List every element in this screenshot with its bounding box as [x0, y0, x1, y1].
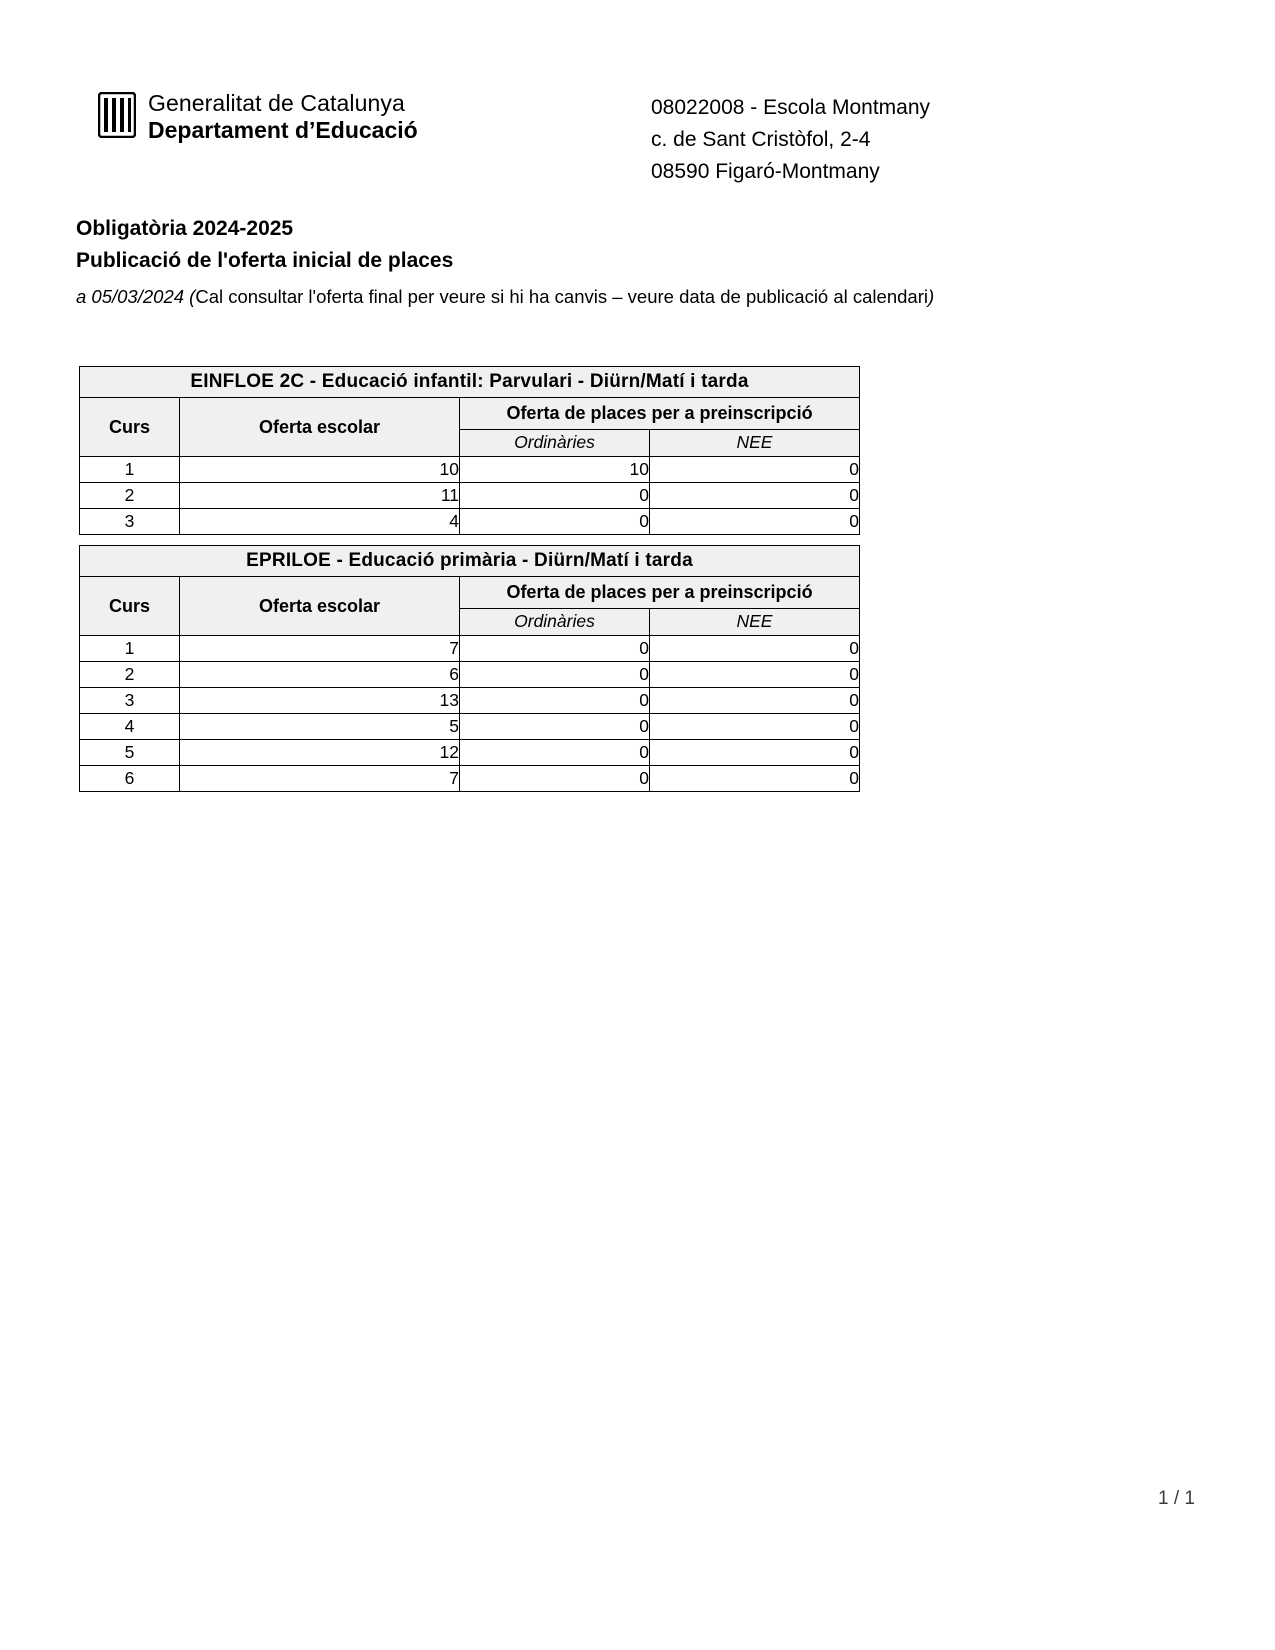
cell-oferta: 10: [180, 457, 460, 483]
cell-nee: 0: [650, 714, 860, 740]
table-row: [80, 766, 860, 792]
school-address-block: [651, 92, 930, 188]
cell-curs: 3: [80, 509, 180, 535]
school-name: 08022008 - Escola Montmany: [651, 96, 930, 119]
cell-oferta: 6: [180, 662, 460, 688]
col-header-preinscripcio: Oferta de places per a preinscripció: [460, 398, 860, 430]
logo-line-departament: Departament d’Educació: [148, 117, 418, 144]
document-header: [0, 90, 1275, 183]
table-row: [80, 688, 860, 714]
table-row: [80, 740, 860, 766]
table-eprilloe: [79, 545, 860, 792]
table-caption-row: [80, 546, 860, 577]
col-header-curs: Curs: [80, 398, 180, 457]
cell-ordinaries: 0: [460, 662, 650, 688]
col-header-preinscripcio: Oferta de places per a preinscripció: [460, 577, 860, 609]
table-einfloe: [79, 366, 860, 535]
table-row: [80, 457, 860, 483]
cell-nee: 0: [650, 509, 860, 535]
publication-note-end: ): [927, 286, 935, 307]
table-caption: EPRILOE - Educació primària - Diürn/Matí i tarda: [80, 546, 860, 577]
page-subtitle-bold: Publicació de l'oferta inicial de places: [76, 248, 454, 272]
school-street: c. de Sant Cristòfol, 2-4: [651, 127, 871, 151]
cell-ordinaries: 0: [460, 688, 650, 714]
cell-curs: 5: [80, 740, 180, 766]
school-city: 08590 Figaró-Montmany: [651, 159, 880, 183]
cell-curs: 1: [80, 457, 180, 483]
publication-note-text: Cal consultar l'oferta final per veure si hi ha canvis – veure data de publicació al calendari: [195, 286, 928, 307]
logo-line-generalitat: Generalitat de Catalunya: [148, 90, 405, 116]
table-row: [80, 483, 860, 509]
cell-curs: 1: [80, 636, 180, 662]
cell-nee: 0: [650, 457, 860, 483]
table-header-row: [80, 398, 860, 430]
page-number: 1 / 1: [1158, 1488, 1195, 1509]
col-header-curs: Curs: [80, 577, 180, 636]
table-row: [80, 509, 860, 535]
cell-oferta: 4: [180, 509, 460, 535]
col-header-oferta-escolar: Oferta escolar: [180, 398, 460, 457]
cell-curs: 4: [80, 714, 180, 740]
cell-oferta: 7: [180, 766, 460, 792]
cell-ordinaries: 0: [460, 714, 650, 740]
cell-nee: 0: [650, 688, 860, 714]
cell-nee: 0: [650, 766, 860, 792]
cell-ordinaries: 0: [460, 740, 650, 766]
col-header-ordinaries: Ordinàries: [460, 608, 650, 635]
publication-date: a 05/03/2024 (: [76, 286, 196, 307]
col-header-oferta-escolar: Oferta escolar: [180, 577, 460, 636]
page-title: Obligatòria 2024-2025: [76, 217, 294, 240]
cell-curs: 2: [80, 483, 180, 509]
table-caption-row: [80, 367, 860, 398]
cell-oferta: 12: [180, 740, 460, 766]
page-title-block: [76, 213, 1176, 311]
cell-curs: 6: [80, 766, 180, 792]
table-row: [80, 714, 860, 740]
col-header-nee: NEE: [650, 608, 860, 635]
cell-nee: 0: [650, 740, 860, 766]
cell-oferta: 13: [180, 688, 460, 714]
cell-oferta: 7: [180, 636, 460, 662]
cell-ordinaries: 0: [460, 766, 650, 792]
cell-nee: 0: [650, 636, 860, 662]
table-header-row: [80, 577, 860, 609]
catalonia-shield-icon: [98, 92, 136, 138]
publication-note: [76, 284, 1176, 311]
cell-ordinaries: 10: [460, 457, 650, 483]
cell-ordinaries: 0: [460, 483, 650, 509]
table-row: [80, 662, 860, 688]
cell-oferta: 11: [180, 483, 460, 509]
cell-ordinaries: 0: [460, 509, 650, 535]
col-header-nee: NEE: [650, 429, 860, 456]
col-header-ordinaries: Ordinàries: [460, 429, 650, 456]
cell-ordinaries: 0: [460, 636, 650, 662]
cell-oferta: 5: [180, 714, 460, 740]
cell-curs: 3: [80, 688, 180, 714]
cell-nee: 0: [650, 483, 860, 509]
cell-nee: 0: [650, 662, 860, 688]
table-caption: EINFLOE 2C - Educació infantil: Parvulari - Diürn/Matí i tarda: [80, 367, 860, 398]
cell-curs: 2: [80, 662, 180, 688]
generalitat-logo: [98, 90, 418, 144]
table-row: [80, 636, 860, 662]
